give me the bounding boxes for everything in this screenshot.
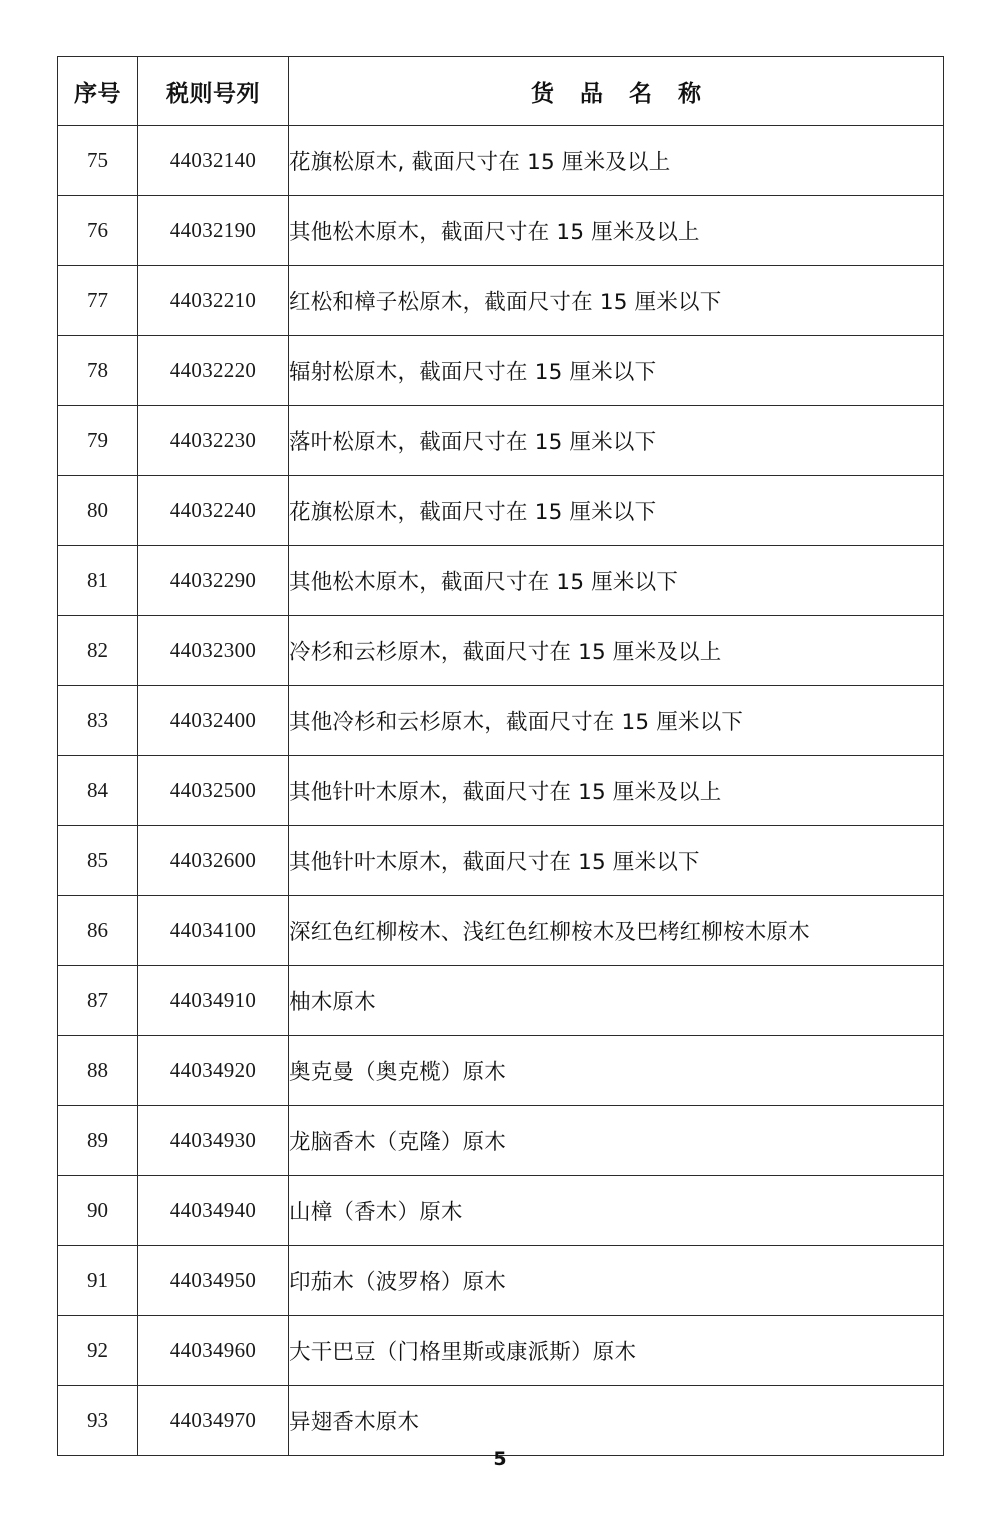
cell-goods-name: 花旗松原木, 截面尺寸在 15 厘米及以上 (289, 126, 944, 196)
cell-sequence: 84 (58, 756, 138, 826)
cell-tariff-code: 44034950 (138, 1246, 289, 1316)
table-row (58, 826, 944, 896)
table-row (58, 406, 944, 476)
table-row (58, 126, 944, 196)
table-row (58, 1246, 944, 1316)
cell-sequence: 80 (58, 476, 138, 546)
page-number: 5 (493, 1448, 507, 1470)
table-row (58, 1386, 944, 1456)
cell-sequence: 89 (58, 1106, 138, 1176)
cell-tariff-code: 44032600 (138, 826, 289, 896)
table-row (58, 546, 944, 616)
cell-goods-name: 其他针叶木原木，截面尺寸在 15 厘米及以上 (289, 756, 944, 826)
cell-tariff-code: 44032400 (138, 686, 289, 756)
cell-goods-name: 印茄木（波罗格）原木 (289, 1246, 944, 1316)
cell-tariff-code: 44032230 (138, 406, 289, 476)
tariff-code-table (57, 56, 944, 1456)
column-header-sequence: 序号 (58, 57, 138, 126)
cell-sequence: 93 (58, 1386, 138, 1456)
table-row (58, 336, 944, 406)
cell-sequence: 92 (58, 1316, 138, 1386)
table-row (58, 616, 944, 686)
cell-goods-name: 山樟（香木）原木 (289, 1176, 944, 1246)
cell-goods-name: 花旗松原木，截面尺寸在 15 厘米以下 (289, 476, 944, 546)
table-header-row (58, 57, 944, 126)
cell-sequence: 88 (58, 1036, 138, 1106)
cell-sequence: 75 (58, 126, 138, 196)
cell-sequence: 85 (58, 826, 138, 896)
cell-tariff-code: 44034910 (138, 966, 289, 1036)
cell-tariff-code: 44032500 (138, 756, 289, 826)
cell-sequence: 87 (58, 966, 138, 1036)
table-row (58, 196, 944, 266)
cell-goods-name: 龙脑香木（克隆）原木 (289, 1106, 944, 1176)
cell-goods-name: 其他针叶木原木，截面尺寸在 15 厘米以下 (289, 826, 944, 896)
table-row (58, 1106, 944, 1176)
table-row (58, 966, 944, 1036)
cell-sequence: 79 (58, 406, 138, 476)
cell-sequence: 81 (58, 546, 138, 616)
cell-goods-name: 大干巴豆（门格里斯或康派斯）原木 (289, 1316, 944, 1386)
cell-goods-name: 深红色红柳桉木、浅红色红柳桉木及巴栲红柳桉木原木 (289, 896, 944, 966)
table-row (58, 266, 944, 336)
cell-tariff-code: 44032220 (138, 336, 289, 406)
cell-tariff-code: 44034930 (138, 1106, 289, 1176)
cell-tariff-code: 44034920 (138, 1036, 289, 1106)
cell-tariff-code: 44034100 (138, 896, 289, 966)
table-row (58, 1176, 944, 1246)
cell-goods-name: 异翅香木原木 (289, 1386, 944, 1456)
cell-sequence: 91 (58, 1246, 138, 1316)
cell-sequence: 90 (58, 1176, 138, 1246)
cell-tariff-code: 44032190 (138, 196, 289, 266)
table-row (58, 1316, 944, 1386)
cell-goods-name: 奥克曼（奥克榄）原木 (289, 1036, 944, 1106)
table-row (58, 756, 944, 826)
cell-sequence: 83 (58, 686, 138, 756)
table-row (58, 476, 944, 546)
cell-tariff-code: 44034940 (138, 1176, 289, 1246)
cell-sequence: 77 (58, 266, 138, 336)
cell-sequence: 76 (58, 196, 138, 266)
table-header (58, 57, 944, 126)
cell-sequence: 86 (58, 896, 138, 966)
column-header-goods-name: 货 品 名 称 (289, 57, 944, 126)
table-body (58, 126, 944, 1456)
cell-goods-name: 冷杉和云杉原木，截面尺寸在 15 厘米及以上 (289, 616, 944, 686)
cell-sequence: 82 (58, 616, 138, 686)
cell-goods-name: 落叶松原木，截面尺寸在 15 厘米以下 (289, 406, 944, 476)
cell-goods-name: 柚木原木 (289, 966, 944, 1036)
cell-tariff-code: 44032140 (138, 126, 289, 196)
cell-goods-name: 辐射松原木，截面尺寸在 15 厘米以下 (289, 336, 944, 406)
cell-tariff-code: 44032240 (138, 476, 289, 546)
table-row (58, 896, 944, 966)
cell-tariff-code: 44032300 (138, 616, 289, 686)
cell-goods-name: 红松和樟子松原木，截面尺寸在 15 厘米以下 (289, 266, 944, 336)
cell-goods-name: 其他松木原木，截面尺寸在 15 厘米以下 (289, 546, 944, 616)
cell-tariff-code: 44032290 (138, 546, 289, 616)
table-row (58, 686, 944, 756)
cell-tariff-code: 44032210 (138, 266, 289, 336)
cell-tariff-code: 44034960 (138, 1316, 289, 1386)
column-header-tariff-code: 税则号列 (138, 57, 289, 126)
table-row (58, 1036, 944, 1106)
cell-goods-name: 其他冷杉和云杉原木，截面尺寸在 15 厘米以下 (289, 686, 944, 756)
cell-goods-name: 其他松木原木，截面尺寸在 15 厘米及以上 (289, 196, 944, 266)
cell-tariff-code: 44034970 (138, 1386, 289, 1456)
cell-sequence: 78 (58, 336, 138, 406)
